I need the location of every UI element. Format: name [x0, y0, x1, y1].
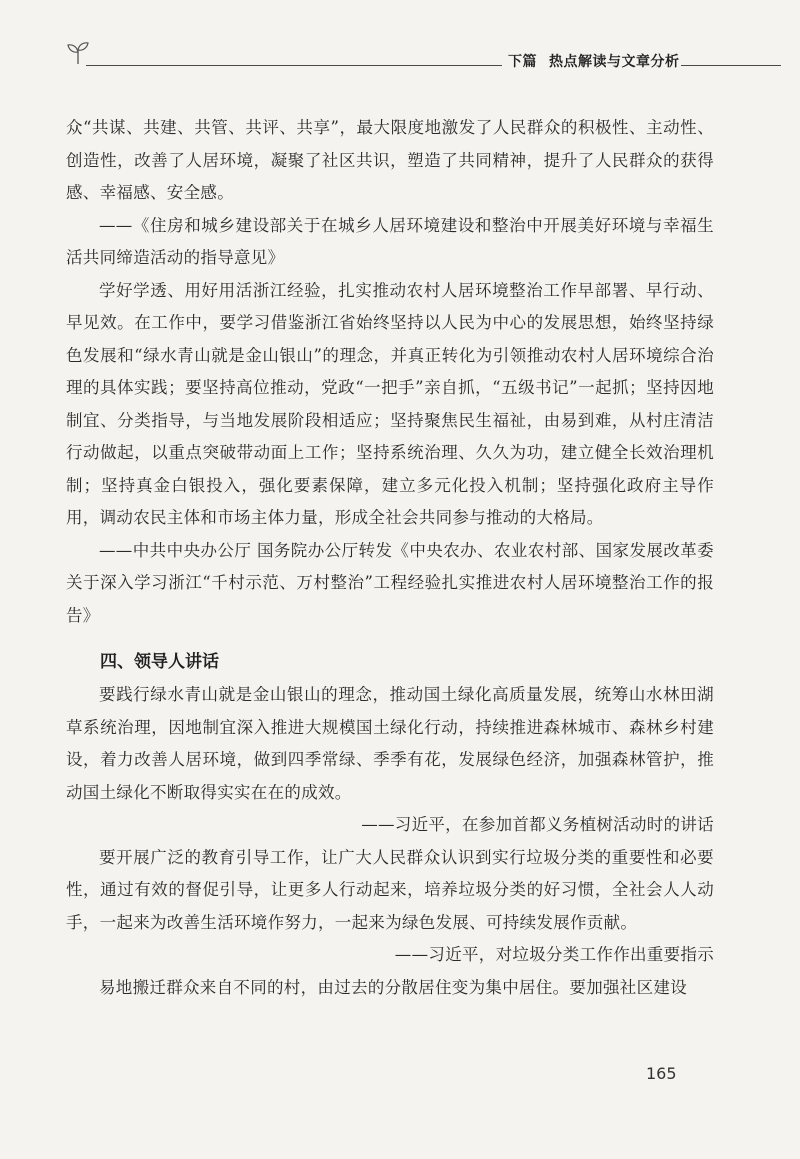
- body-paragraph: 要开展广泛的教育引导工作，让广大人民群众认识到实行垃圾分类的重要性和必要性，通过有效的督促引导，让更多人行动起来，培养垃圾分类的好习惯，全社会人人动手，一起来为改善生活环境作努力，一起来为绿色发展、可持续发展作贡献。: [66, 847, 714, 932]
- page-body: [66, 112, 714, 1004]
- body-paragraph: 易地搬迁群众来自不同的村，由过去的分散居住变为集中居住。要加强社区建设: [99, 977, 687, 997]
- body-paragraph: 学好学透、用好用活浙江经验，扎实推动农村人居环境整治工作早部署、早行动、早见效。在工作中，要学习借鉴浙江省始终坚持以人民为中心的发展思想，始终坚持绿色发展和“绿水青山就是金山银山”的理念，并真正转化为引领推动农村人居环境综合治理的具体实践；要坚持高位推动，党政“一把手”亲自抓，“五级书记”一起抓；坚持因地制宜、分类指导，与当地发展阶段相适应；坚持聚焦民生福祉，由易到难，从村庄清洁行动做起，以重点突破带动面上工作；坚持系统治理、久久为功，建立健全长效治理机制；坚持真金白银投入，强化要素保障，建立多元化投入机制；坚持强化政府主导作用，调动农民主体和市场主体力量，形成全社会共同参与推动的大格局。: [66, 280, 714, 527]
- page-number: 165: [646, 1064, 677, 1083]
- header-part: 下篇: [508, 54, 537, 70]
- header-title: [502, 51, 686, 71]
- header-section-title: 热点解读与文章分析: [549, 54, 680, 70]
- source-citation: ——习近平，对垃圾分类工作作出重要指示: [394, 945, 714, 964]
- header-rule-left: [86, 65, 534, 66]
- source-citation: ——习近平，在参加首都义务植树活动时的讲话: [361, 815, 714, 834]
- section-heading: 四、领导人讲话: [100, 652, 219, 672]
- source-citation: ——中共中央办公厅 国务院办公厅转发《中央农办、农业农村部、国家发展改革委关于深入学习浙江“千村示范、万村整治”工程经验扎实推进农村人居环境整治工作的报告》: [66, 540, 714, 625]
- header-rule-right: [681, 65, 781, 66]
- body-paragraph: 众“共谋、共建、共管、共评、共享”，最大限度地激发了人民群众的积极性、主动性、创造性，改善了人居环境，凝聚了社区共识，塑造了共同精神，提升了人民群众的获得感、幸福感、安全感。: [66, 118, 714, 202]
- running-header: [66, 40, 781, 74]
- body-paragraph: 要践行绿水青山就是金山银山的理念，推动国土绿化高质量发展，统筹山水林田湖草系统治理，因地制宜深入推进大规模国土绿化行动，持续推进森林城市、森林乡村建设，着力改善人居环境，做到四季常绿、季季有花，发展绿色经济，加强森林管护，推动国土绿化不断取得实实在在的成效。: [66, 685, 714, 802]
- source-citation: ——《住房和城乡建设部关于在城乡人居环境建设和整治中开展美好环境与幸福生活共同缔造活动的指导意见》: [66, 215, 714, 267]
- sprout-icon: [66, 40, 90, 66]
